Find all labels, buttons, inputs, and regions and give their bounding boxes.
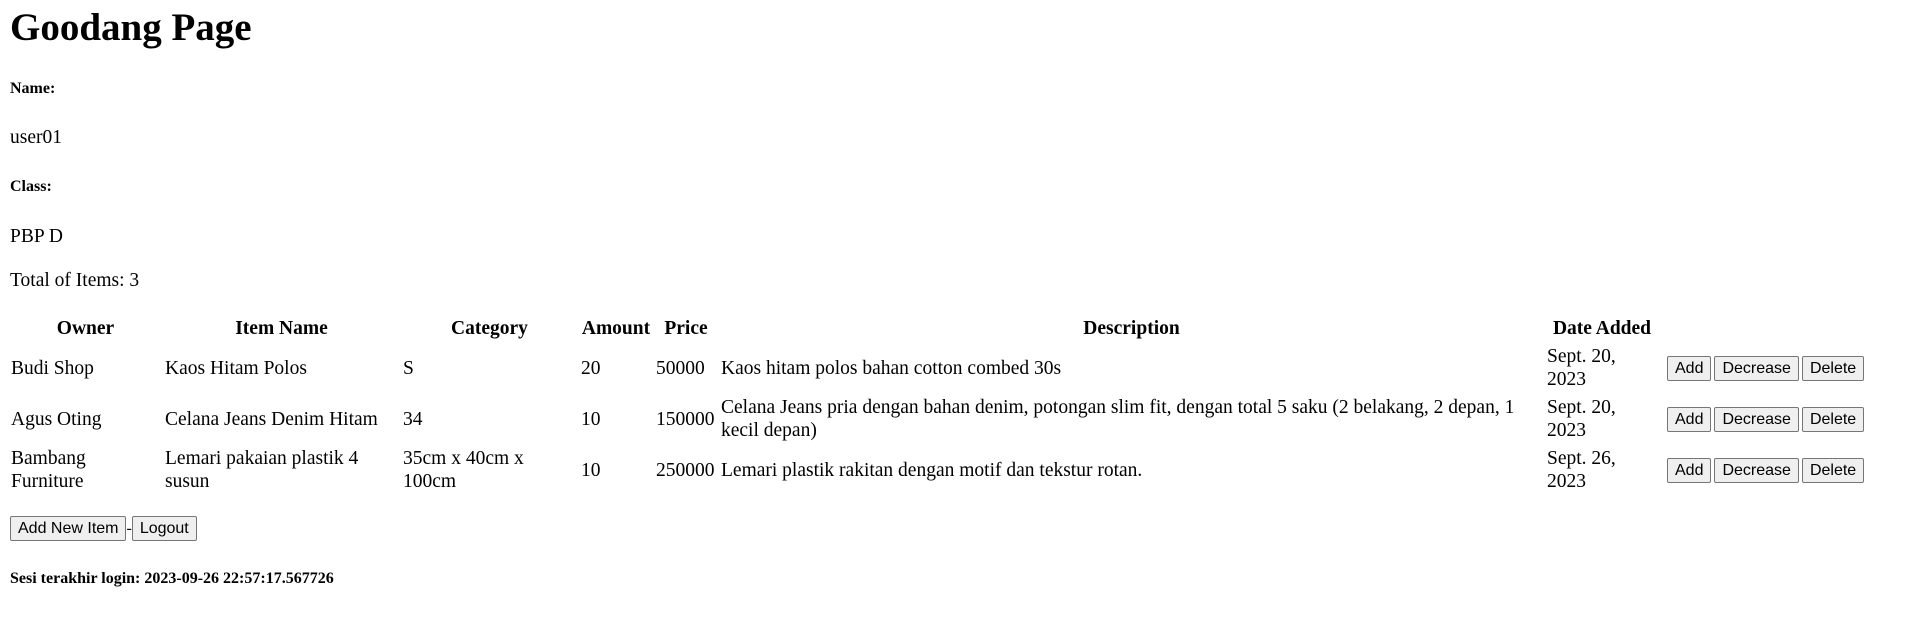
header-category: Category (451, 318, 528, 339)
add-amount-button[interactable]: Add (1667, 407, 1711, 432)
cell-actions (1661, 344, 1868, 392)
header-row (10, 316, 1868, 341)
table-row (10, 344, 1868, 392)
page-title: Goodang Page (10, 6, 252, 49)
header-amount: Amount (581, 318, 651, 339)
name-label: Name: (10, 80, 56, 97)
items-table-header (10, 316, 1868, 341)
add-amount-button[interactable]: Add (1667, 458, 1711, 483)
cell-price: 250000 (656, 459, 715, 481)
delete-item-button[interactable]: Delete (1802, 458, 1864, 483)
cell-description: Celana Jeans pria dengan bahan denim, potongan slim fit, dengan total 5 saku (2 belakang, 2 depan, 1 kecil depan) (721, 397, 1515, 441)
table-row (10, 395, 1868, 443)
cell-category: 35cm x 40cm x 100cm (403, 448, 524, 492)
cell-date-added: Sept. 20, 2023 (1547, 346, 1616, 390)
cell-amount: 10 (581, 408, 601, 430)
header-date-added: Date Added (1552, 318, 1652, 339)
cell-actions (1661, 446, 1868, 494)
class-value: PBP D (10, 226, 63, 247)
table-row (10, 446, 1868, 494)
cell-actions (1661, 395, 1868, 443)
cell-date-added: Sept. 26, 2023 (1547, 448, 1616, 492)
decrease-amount-button[interactable]: Decrease (1714, 407, 1798, 432)
cell-item-name: Kaos Hitam Polos (165, 357, 307, 379)
cell-owner: Budi Shop (11, 357, 94, 379)
button-separator: - (126, 520, 132, 537)
cell-owner: Bambang Furniture (11, 448, 86, 492)
header-actions (1661, 316, 1868, 341)
cell-category: 34 (403, 408, 423, 430)
total-items-count: Total of Items: 3 (10, 270, 140, 291)
cell-amount: 10 (581, 459, 601, 481)
name-value: user01 (10, 127, 62, 148)
header-item-name: Item Name (235, 318, 328, 339)
delete-item-button[interactable]: Delete (1802, 407, 1864, 432)
decrease-amount-button[interactable]: Decrease (1714, 356, 1798, 381)
logout-button[interactable]: Logout (132, 516, 197, 541)
delete-item-button[interactable]: Delete (1802, 356, 1864, 381)
header-description: Description (1083, 318, 1180, 339)
cell-description: Lemari plastik rakitan dengan motif dan tekstur rotan. (721, 459, 1143, 481)
cell-item-name: Lemari pakaian plastik 4 susun (165, 448, 359, 492)
cell-item-name: Celana Jeans Denim Hitam (165, 408, 378, 430)
header-owner: Owner (56, 318, 115, 339)
items-table (7, 313, 1871, 497)
bottom-actions (10, 516, 197, 541)
decrease-amount-button[interactable]: Decrease (1714, 458, 1798, 483)
class-label: Class: (10, 178, 52, 195)
page-container (10, 0, 1910, 587)
cell-description: Kaos hitam polos bahan cotton combed 30s (721, 357, 1062, 379)
cell-date-added: Sept. 20, 2023 (1547, 397, 1616, 441)
header-price: Price (664, 318, 708, 339)
cell-category: S (403, 357, 414, 379)
cell-price: 50000 (656, 357, 705, 379)
last-login-info: Sesi terakhir login: 2023-09-26 22:57:17.567726 (10, 570, 334, 587)
cell-amount: 20 (581, 357, 601, 379)
add-new-item-button[interactable]: Add New Item (10, 516, 126, 541)
cell-price: 150000 (656, 408, 715, 430)
items-table-body (10, 344, 1868, 494)
add-amount-button[interactable]: Add (1667, 356, 1711, 381)
cell-owner: Agus Oting (11, 408, 102, 430)
